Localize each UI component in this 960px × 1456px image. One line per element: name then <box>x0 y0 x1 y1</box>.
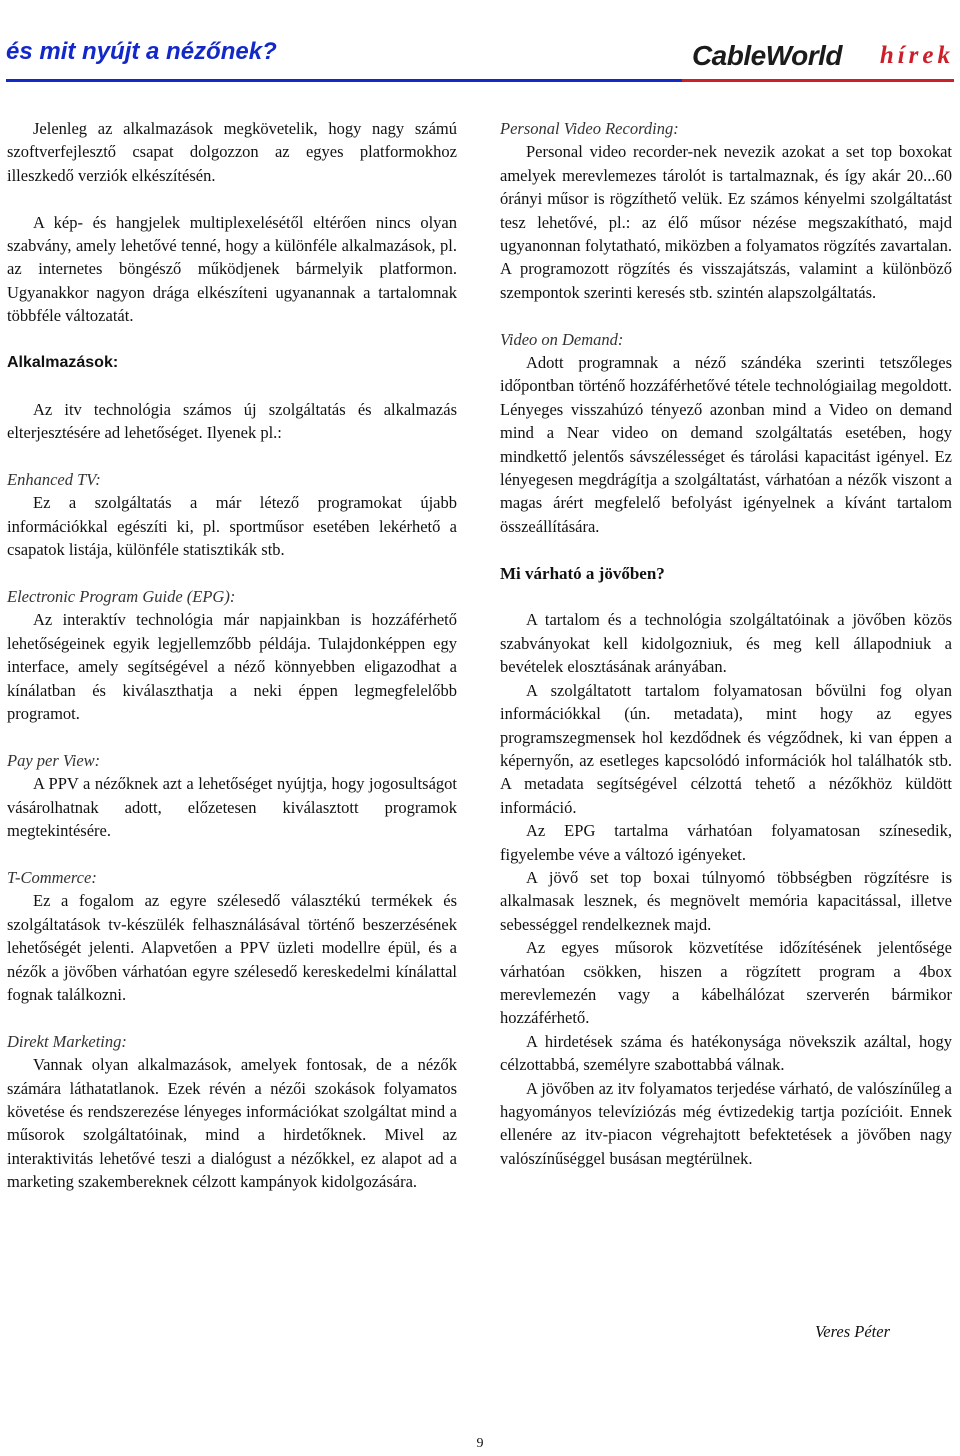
paragraph: Az egyes műsorok közvetítése időzítésének jelentősége várhatóan csökken, hiszen a rögzített program a 4box merevlemezén vagy a kábelhálózat szerverén bármikor hozzáférhető. <box>500 938 952 1028</box>
paragraph: A szolgáltatott tartalom folyamatosan bővülni fog olyan információkkal (ún. metadata), mint hogy az egyes programszegmensek hol kezdődnek és végződnek, ki van éppen a képernyőn, az esetleges kapcsolódó információk hol találhatók stb. A metadata segítségével célzottá tehető a nézőkhöz küldött információ. <box>500 680 952 817</box>
paragraph: A kép- és hangjelek multiplexelésétől eltérően nincs olyan szabvány, amely lehetővé tenné, hogy a különféle alkalmazások, pl. az internetes böngésző működjenek bármelyik platformon. Ugyanakkor nagyon drága elkészíteni ugyanannak a tartalomnak többféle változatát. <box>7 212 457 326</box>
paragraph: Ez a szolgáltatás a már létező programokat újabb információkkal egészíti ki, pl. sportműsor esetében lekérhető a csapatok listája, különféle statisztikák stb. <box>7 493 457 560</box>
paragraph: Az EPG tartalma várhatóan folyamatosan színesedik, figyelembe véve a változó igényeket. <box>500 821 952 864</box>
apps-heading: Alkalmazások: <box>7 354 119 372</box>
subheading-direct-marketing: Direkt Marketing: <box>7 1031 127 1051</box>
paragraph: A jövő set top boxai túlnyomó többségben rögzítésre is alkalmasak lesznek, és megnövelt memória kapacitással, illetve sebességgel rendelkeznek majd. <box>500 867 952 934</box>
paragraph: Az itv technológia számos új szolgáltatás és alkalmazás elterjesztésére ad lehetőséget. Ilyenek pl.: <box>7 399 457 443</box>
paragraph: A jövőben az itv folyamatos terjedése várható, de valószínűleg a hagyományos televíziózás még évtizedekig tartja pozícióit. Ennek ellenére az itv-piacon végrehajtott befektetések a jövőben nagy valószínűséggel busásan megtérülnek. <box>500 1078 952 1168</box>
paragraph: Vannak olyan alkalmazások, amelyek fontosak, de a nézők számára láthatatlanok. Ezek révén a nézői szokások folyamatos követése és rendszerezése lényeges információkat szolgáltat mind a műsorok szolgáltatóinak, mind a hirdetőknek. Mivel az interaktivitás lehetővé teszi a dialógust a nézőkkel, ez alapot ad a marketing szakembereknek célzott kampányok kidolgozására. <box>7 1055 457 1192</box>
author-signature: Veres Péter <box>815 1322 890 1341</box>
paragraph: A hirdetések száma és hatékonysága növekszik azáltal, hogy célzottabbá, személyre szabottabbá válnak. <box>500 1031 952 1075</box>
paragraph: Jelenleg az alkalmazások megkövetelik, hogy nagy számú szoftverfejlesztő csapat dolgozzon az egyes platformokhoz illeszkedő verziók elkészítésén. <box>7 119 457 185</box>
left-column <box>7 117 457 1194</box>
paragraph: A tartalom és a technológia szolgáltatóinak a jövőben közös szabványokat kell kidolgozniuk, és meg kell állapodniuk a bevételek elosztásának arányában. <box>500 610 952 677</box>
paragraph: Az interaktív technológia már napjainkban is hozzáférhető lehetőségeinek egyik legjellemzőbb példája. Tulajdonképpen egy interface, amely segítségével a néző könnyebben eligazodhat a kínálatban és kiválaszthatja a neki éppen legmegfelelőbb programot. <box>7 610 457 724</box>
brand-name: CableWorld <box>691 40 842 71</box>
brand-subtitle: hírek <box>879 42 954 69</box>
header-rule-red <box>682 79 954 82</box>
paragraph: Adott programnak a néző szándéka szerinti tetszőleges időpontban történő hozzáférhetővé tétele technológiailag megoldott. Lényeges visszahúzó tényező azonban mind a Video on demand mind a Near video on demand szolgáltatás esetében, hogy mindkettő jelentős sávszélességet és tárolási kapacitást igényel. Ez lényegesen megdrágítja a szolgáltatást, várhatóan a nézők viszont a magas árért megfelelő befolyást igényelnek a kívánt tartalom összeállítására. <box>500 353 952 536</box>
subheading-enhanced-tv: Enhanced TV: <box>7 470 101 490</box>
subheading-epg: Electronic Program Guide (EPG): <box>7 587 236 607</box>
paragraph: A PPV a nézőknek azt a lehetőséget nyújtja, hogy jogosultságot vásárolhatnak adott, előzetesen kiválasztott programok megtekintésére. <box>7 774 457 841</box>
paragraph: Ez a fogalom az egyre szélesedő választékú termékek és szolgáltatások tv-készülék felhasználásával történő beszerzésének lehetőségét jelenti. Alapvetően a PPV üzleti modellre épül, és a nézők a jövőben várhatóan egyre szélesedő kereskedelmi kínálattal fognak találkozni. <box>7 891 457 1004</box>
paragraph: Personal video recorder-nek nevezik azokat a set top boxokat amelyek merevlemezes tárolót is tartalmaznak, és így akár 20...60 órányi műsor is rögzíthető velük. Ez számos kényelmi szolgáltatást tesz lehetővé, pl.: az élő műsor nézése megszakítható, majd ugyanonnan folytatható, miközben a folyamatos rögzítés zavartalan. A programozott rögzítés és visszajátszás, valamint a különböző szempontok szerinti keresés stb. szintén alapszolgáltatás. <box>500 142 952 302</box>
future-heading: Mi várható a jövőben? <box>500 563 665 583</box>
subheading-ppv: Pay per View: <box>7 750 101 770</box>
subheading-pvr: Personal Video Recording: <box>500 119 679 138</box>
right-column <box>500 117 952 1170</box>
section-title: és mit nyújt a nézőnek? <box>6 38 277 65</box>
page-header <box>0 0 960 84</box>
subheading-vod: Video on Demand: <box>500 329 624 349</box>
subheading-t-commerce: T-Commerce: <box>7 867 97 887</box>
page-number: 9 <box>476 1436 484 1451</box>
header-rule-blue <box>6 79 682 82</box>
